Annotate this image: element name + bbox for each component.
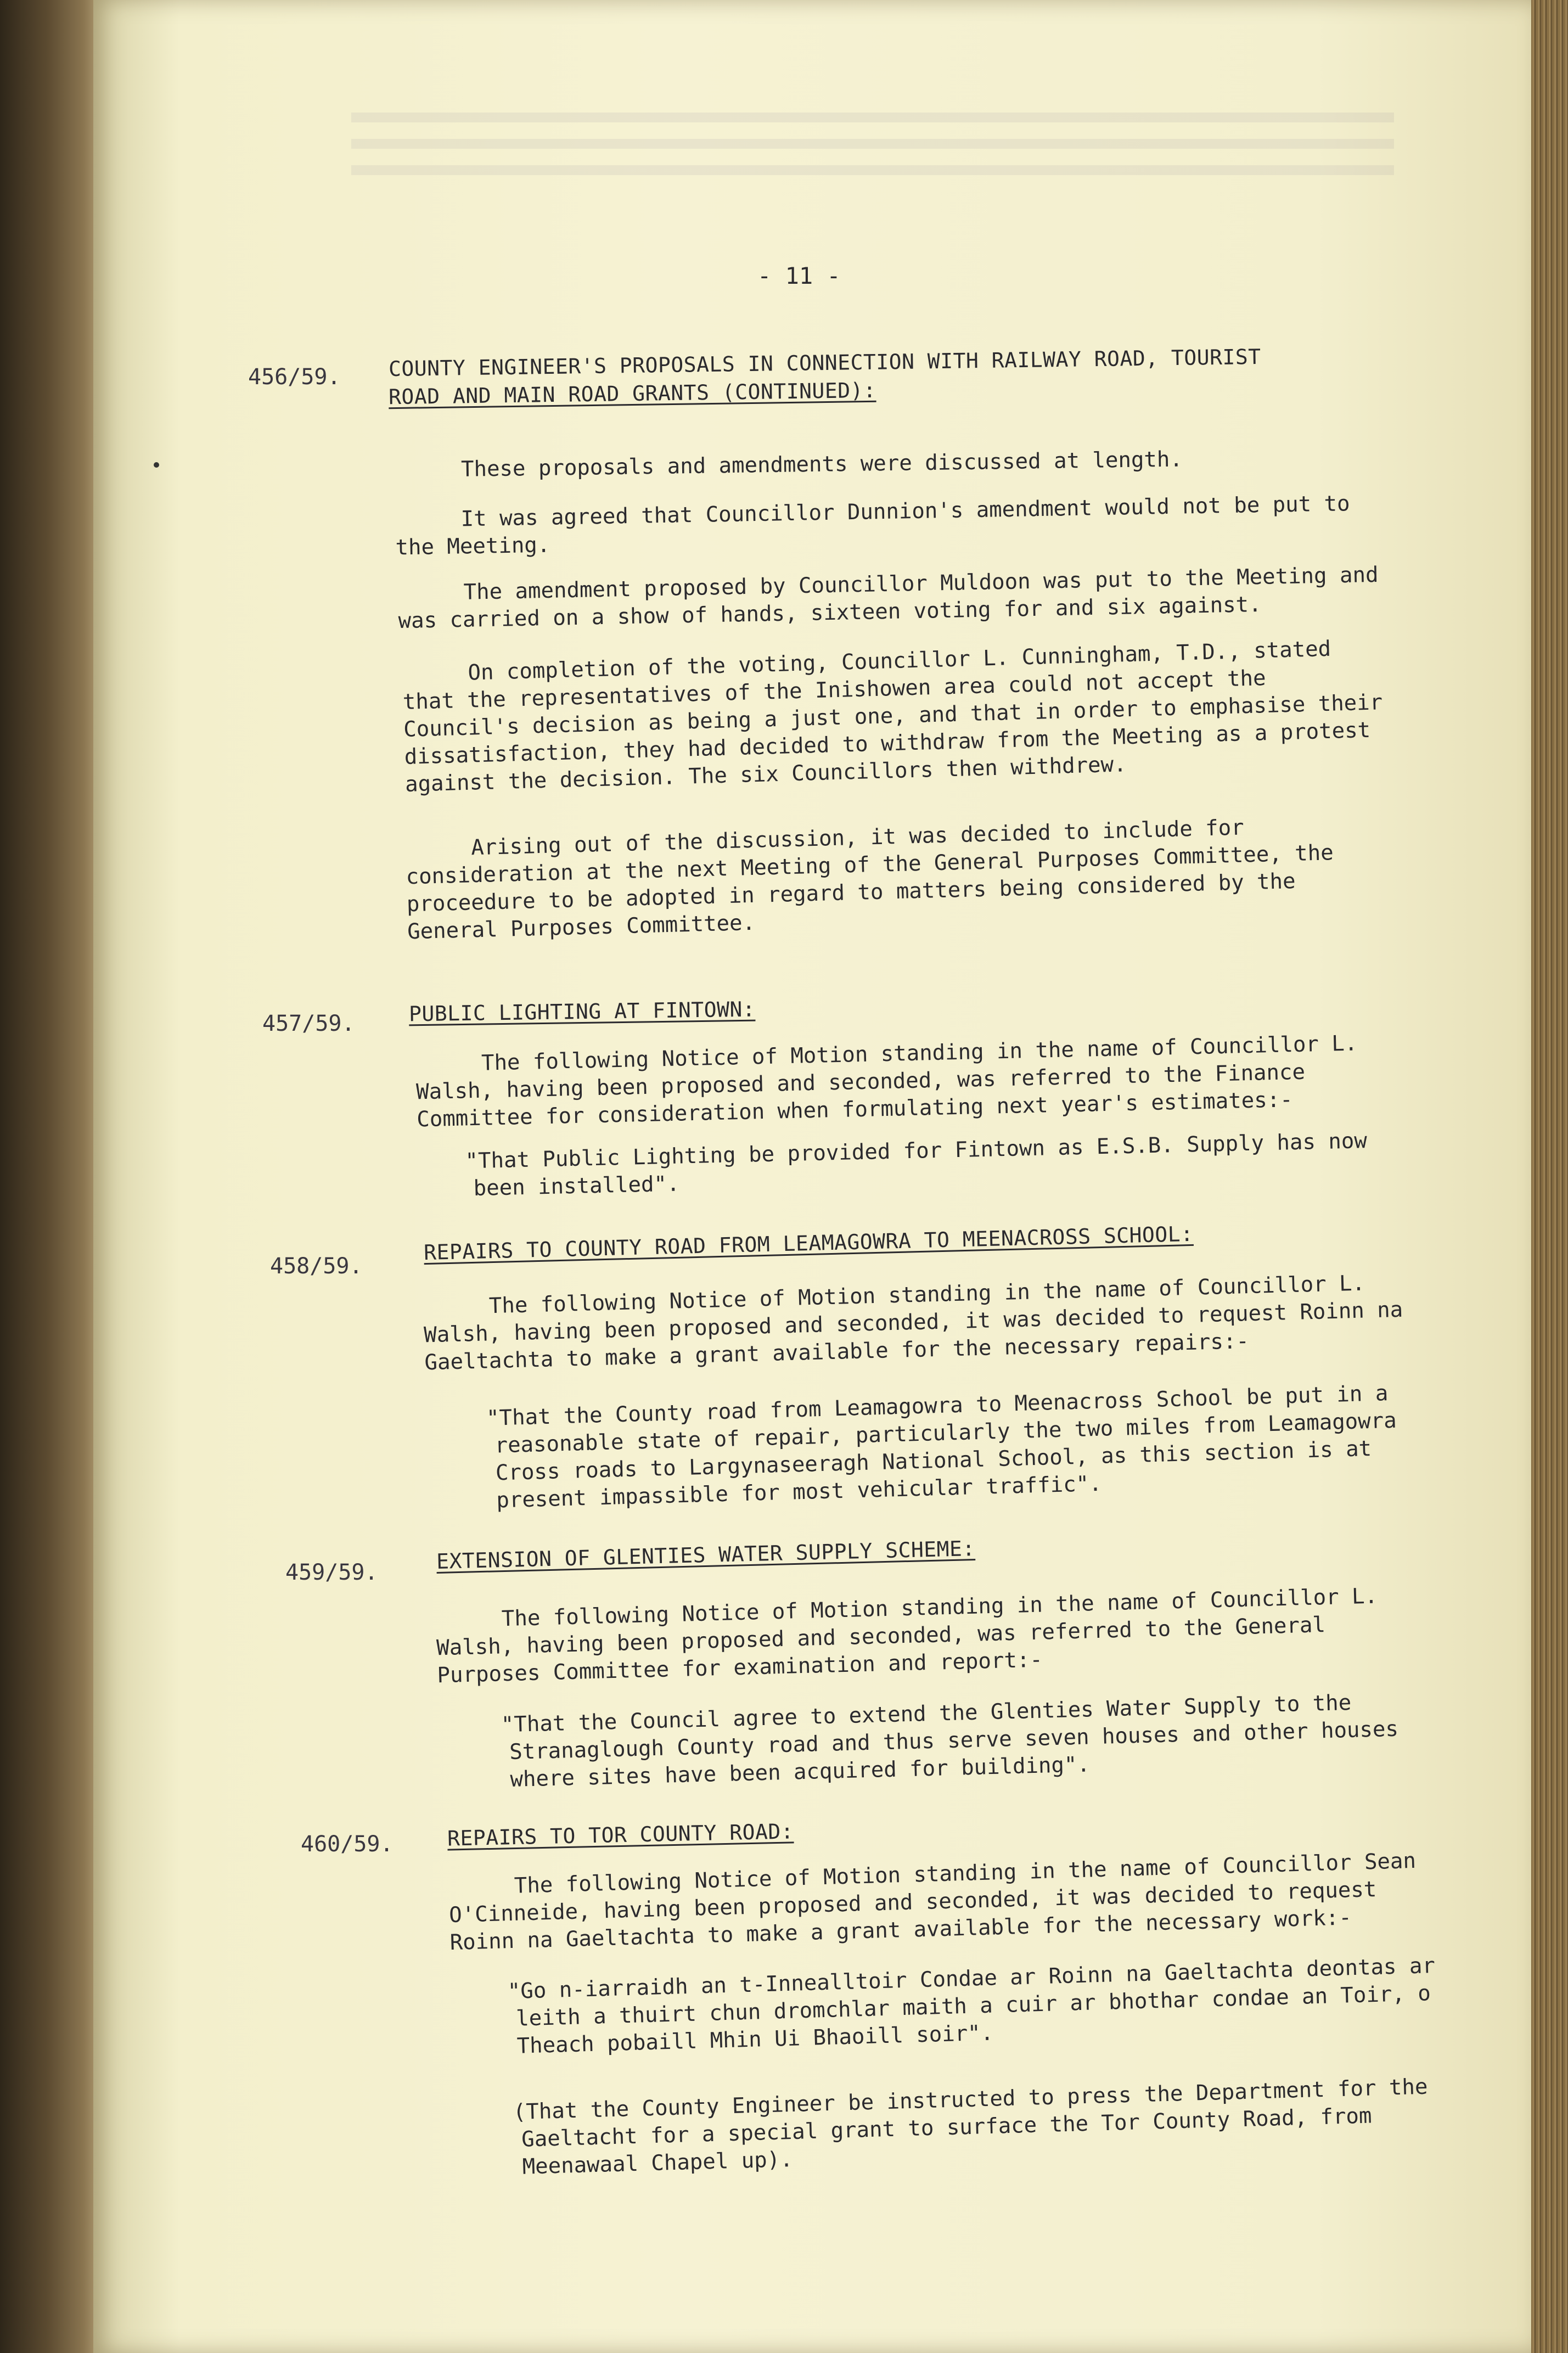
quoted-motion: "That the County road from Leamagowra to Meenacross School be put in a reasonable state of repair, particularly the two miles from Leamagowra Cross roads to Largynaseeragh National School, as this section is at present impassible for most vehicular traffic". [486,1381,1397,1513]
quoted-motion: "That the Council agree to extend the Glenties Water Supply to the Stranaglough County road and thus serve seven houses and other houses where sites have been acquired for building". [501,1690,1399,1793]
item-number: 458/59. [270,1254,363,1279]
item-heading: PUBLIC LIGHTING AT FINTOWN: [408,997,756,1026]
item-heading: REPAIRS TO TOR COUNTY ROAD: [447,1819,794,1851]
item-number: 456/59. [248,364,341,390]
paragraph: The following Notice of Motion standing in the name of Councillor L. Walsh, having been proposed and seconded, was referred to the General Purposes Committee for examination and report:- [436,1583,1378,1688]
item-heading: EXTENSION OF GLENTIES WATER SUPPLY SCHEME: [436,1536,976,1574]
paragraph: The amendment proposed by Councillor Muldoon was put to the Meeting and was carried on a show of hands, sixteen voting for and six against. [398,562,1379,634]
item-number: 457/59. [262,1011,355,1036]
margin-mark [154,462,159,468]
page-number: - 11 - [757,262,841,289]
paragraph: It was agreed that Councillor Dunnion's amendment would not be put to the Meeting. [395,491,1350,560]
translation: (That the County Engineer be instructed to press the Department for the Gaeltacht for a special grant to surface the Tor County Road, from Meenawaal Chapel up). [513,2074,1428,2180]
item-heading: COUNTY ENGINEER'S PROPOSALS IN CONNECTION WITH RAILWAY ROAD, TOURIST [388,344,1261,381]
quoted-motion: "That Public Lighting be provided for Fintown as E.S.B. Supply has now been installed". [465,1128,1368,1201]
item-number: 460/59. [301,1832,394,1857]
paragraph: The following Notice of Motion standing in the name of Councillor L. Walsh, having been proposed and seconded, it was decided to request Roinn na Gaeltachta to make a grant available for the necessary repairs:- [423,1271,1403,1375]
item-heading: REPAIRS TO COUNTY ROAD FROM LEAMAGOWRA TO MEENACROSS SCHOOL: [423,1221,1194,1265]
paragraph: On completion of the voting, Councillor L. Cunningham, T.D., stated that the representatives of the Inishowen area could not accept the Council's decision as being a just one, and that in order to emphasise their dissatisfaction, they had decided to withdraw from the Meeting as a protest against the decision. The six Councillors then withdrew. [402,636,1383,797]
item-number: 459/59. [285,1560,378,1585]
paragraph: These proposals and amendments were discussed at length. [460,447,1183,482]
paragraph: The following Notice of Motion standing in the name of Councillor Sean O'Cinneide, having been proposed and seconded, it was decided to request Roinn na Gaeltachta to make a grant available for the necessary work:- [448,1848,1417,1956]
quoted-motion: "Go n-iarraidh an t-Innealltoir Condae ar Roinn na Gaeltachta deontas ar leith a thuirt chun dromchlar maith a cuir ar bhothar condae an Toir, o Theach pobaill Mhin Ui Bhaoill soir". [507,1953,1436,2059]
paragraph: Arising out of the discussion, it was decided to include for consideration at the next Meeting of the General Purposes Committee, the proceedure to be adopted in regard to matters being considered by the General Purposes Committee. [406,815,1334,945]
paragraph: The following Notice of Motion standing in the name of Councillor L. Walsh, having been proposed and seconded, was referred to the Finance Committee for consideration when formulating next year's estimates:- [415,1031,1358,1132]
item-heading-cont: ROAD AND MAIN ROAD GRANTS (CONTINUED): [388,378,876,409]
